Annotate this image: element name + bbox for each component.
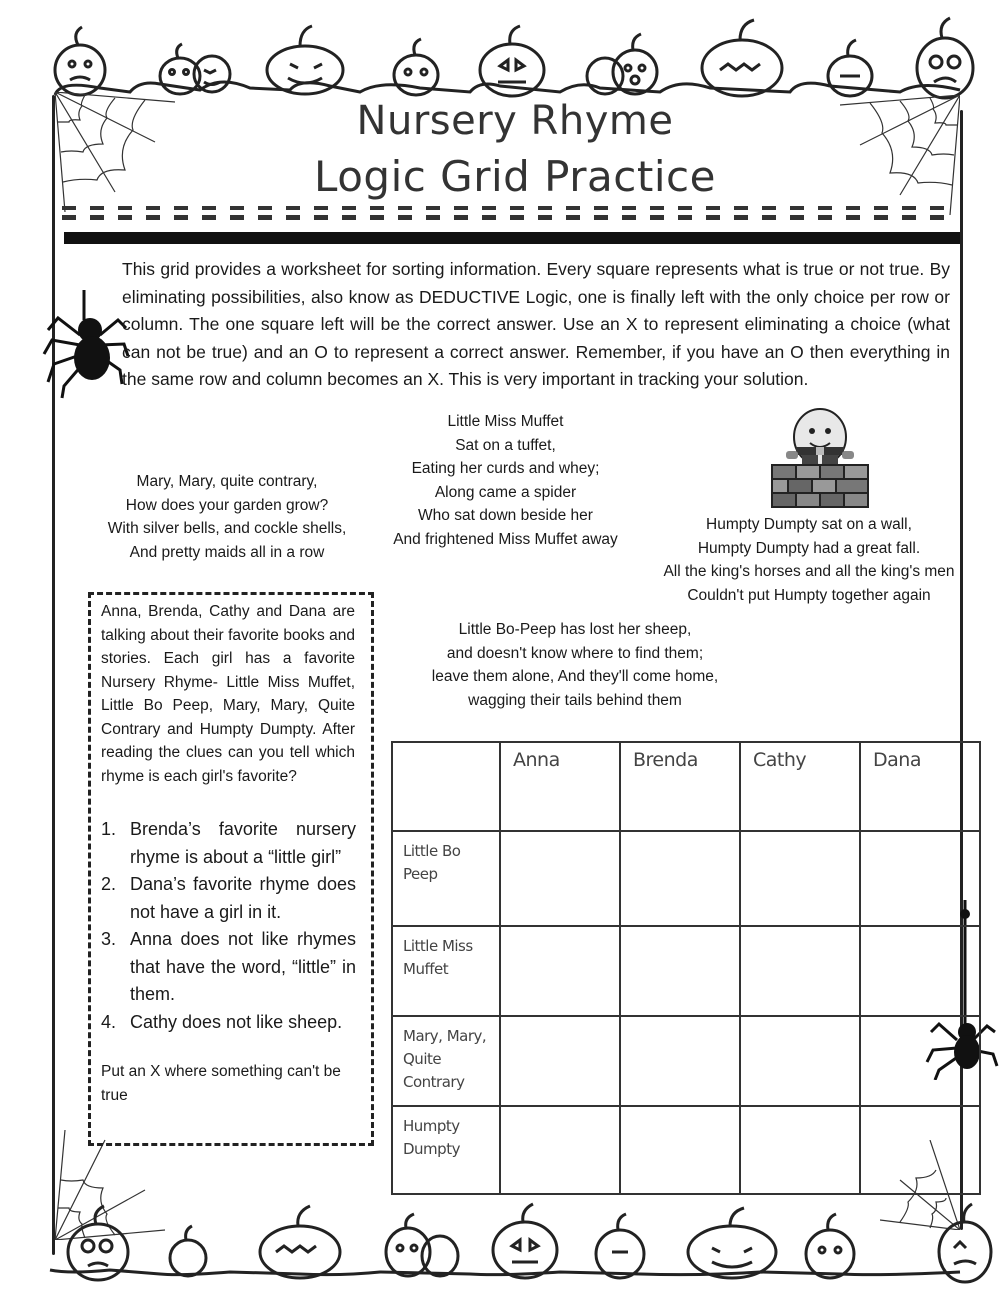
grid-cell[interactable]	[740, 831, 860, 926]
grid-cell[interactable]	[500, 1016, 620, 1106]
pumpkin-border-bottom	[0, 1200, 1000, 1291]
spider-icon	[40, 290, 130, 400]
row-header-line: Little Bo	[403, 842, 461, 860]
clue-number: 4.	[101, 1011, 117, 1032]
grid-cell[interactable]	[860, 926, 980, 1016]
grid-cell[interactable]	[620, 926, 740, 1016]
page-title-line2: Logic Grid Practice	[314, 152, 716, 201]
poem-line: Humpty Dumpty sat on a wall,	[706, 516, 912, 533]
pumpkin-icon	[806, 1214, 854, 1278]
poem-line: Humpty Dumpty had a great fall.	[697, 539, 921, 557]
grid-cell[interactable]	[860, 1106, 980, 1194]
clue-number: 2.	[101, 874, 117, 894]
row-header-line: Peep	[403, 865, 438, 883]
pumpkin-border-top	[0, 0, 1000, 100]
poem-line: Little Bo-Peep has lost her sheep,	[458, 621, 692, 638]
poem-mary-mary	[92, 470, 362, 564]
grid-cell[interactable]	[740, 1106, 860, 1194]
border-left	[52, 95, 55, 1255]
pumpkin-icon	[939, 1204, 991, 1282]
clue-number: 3.	[101, 929, 117, 949]
page-title-line1: Nursery Rhyme	[356, 98, 674, 144]
grid-corner-cell	[392, 742, 500, 831]
grid-cell[interactable]	[500, 926, 620, 1016]
pumpkin-icon	[68, 1206, 128, 1280]
grid-row-header-little-miss-muffet	[392, 926, 500, 1016]
pumpkin-icon	[587, 34, 657, 94]
row-header-line: Little Miss	[403, 937, 473, 955]
clue-text: Cathy does not like sheep.	[130, 1011, 343, 1032]
poem-humpty-dumpty	[650, 513, 968, 607]
grid-cell[interactable]	[500, 1106, 620, 1194]
clue-box-note: Put an X where something can't be true	[101, 1063, 341, 1104]
clue-number: 1.	[101, 819, 117, 839]
clue-item	[101, 871, 356, 926]
grid-cell[interactable]	[860, 1016, 980, 1106]
poem-line: With silver bells, and cockle shells,	[107, 520, 347, 537]
title-underline-bar	[64, 232, 960, 244]
pumpkin-icon	[493, 1204, 557, 1278]
pumpkin-icon	[702, 20, 782, 96]
poem-line: leave them alone, And they'll come home,	[431, 668, 719, 685]
row-header-line: Muffet	[403, 960, 449, 978]
clue-text: Dana’s favorite rhyme does not have a girl in it.	[130, 874, 356, 922]
intro-paragraph: This grid provides a worksheet for sorting information. Every square represents what is true or not true. By eliminating possibilities, also know as DEDUCTIVE Logic, one is finally left with the only choice per row or column. The one square left will be the correct answer. Use an X to represent eliminating a choice (what can not be true) and an O to represent a correct answer. Remember, if you have an O then everything in the same row and column becomes an X. This is very important in tracking your solution.	[122, 259, 950, 389]
grid-cell[interactable]	[500, 831, 620, 926]
dashed-divider	[62, 206, 957, 220]
grid-row-header-humpty-dumpty	[392, 1106, 500, 1194]
poem-line: Sat on a tuffet,	[455, 436, 556, 454]
clue-box-intro: Anna, Brenda, Cathy and Dana are talking about their favorite books and stories. Each girl has a favorite Nursery Rhyme- Little Miss Muffet, Little Bo Peep, Mary, Mary, Quite Contrary and Humpty Dumpty. After reading the clues can you tell which rhyme is each girl's favorite?	[101, 603, 355, 785]
poem-line: How does your garden grow?	[125, 496, 329, 514]
pumpkin-icon	[386, 1214, 458, 1276]
grid-cell[interactable]	[620, 1106, 740, 1194]
row-header-line: Mary, Mary,	[403, 1027, 487, 1045]
poem-line: And pretty maids all in a row	[129, 543, 325, 561]
poem-little-miss-muffet	[378, 410, 633, 551]
poem-line: Mary, Mary, quite contrary,	[136, 473, 318, 490]
pumpkin-icon	[260, 1206, 340, 1278]
poem-line: Along came a spider	[434, 483, 577, 501]
poem-line: And frightened Miss Muffet away	[393, 530, 618, 548]
grid-cell[interactable]	[740, 926, 860, 1016]
grid-col-header-cathy: Cathy	[740, 742, 860, 831]
row-header-line: Humpty	[403, 1117, 460, 1135]
poem-line: and doesn't know where to find them;	[446, 644, 704, 662]
clue-item	[101, 816, 356, 871]
poem-little-bo-peep	[400, 618, 750, 712]
row-header-line: Contrary	[403, 1073, 465, 1091]
poem-line: Eating her curds and whey;	[411, 460, 600, 477]
grid-col-header-anna: Anna	[500, 742, 620, 831]
pumpkin-icon	[596, 1214, 644, 1278]
clue-item	[101, 926, 356, 1009]
row-header-line: Quite	[403, 1050, 442, 1068]
pumpkin-icon	[267, 26, 343, 94]
poem-line: All the king's horses and all the king's men	[663, 563, 955, 580]
clue-text: Anna does not like rhymes that have the word, “little” in them.	[130, 929, 356, 1004]
grid-cell[interactable]	[740, 1016, 860, 1106]
poem-line: Little Miss Muffet	[447, 413, 564, 430]
grid-col-header-brenda: Brenda	[620, 742, 740, 831]
clue-text: Brenda’s favorite nursery rhyme is about a “little girl”	[130, 819, 356, 867]
grid-row-header-mary-mary	[392, 1016, 500, 1106]
logic-grid	[391, 741, 981, 1195]
grid-cell[interactable]	[620, 1016, 740, 1106]
row-header-line: Dumpty	[403, 1140, 460, 1158]
grid-cell[interactable]	[620, 831, 740, 926]
clue-list	[101, 816, 356, 1036]
poem-line: Couldn't put Humpty together again	[687, 586, 931, 604]
poem-line: Who sat down beside her	[418, 507, 593, 524]
poem-line: wagging their tails behind them	[468, 691, 682, 709]
grid-cell[interactable]	[860, 831, 980, 926]
pumpkin-icon	[170, 1226, 206, 1276]
grid-col-header-dana: Dana	[860, 742, 980, 831]
clue-item	[101, 1009, 356, 1037]
humpty-dumpty-illustration	[768, 405, 872, 511]
pumpkin-icon	[688, 1208, 776, 1278]
grid-row-header-little-bo-peep	[392, 831, 500, 926]
